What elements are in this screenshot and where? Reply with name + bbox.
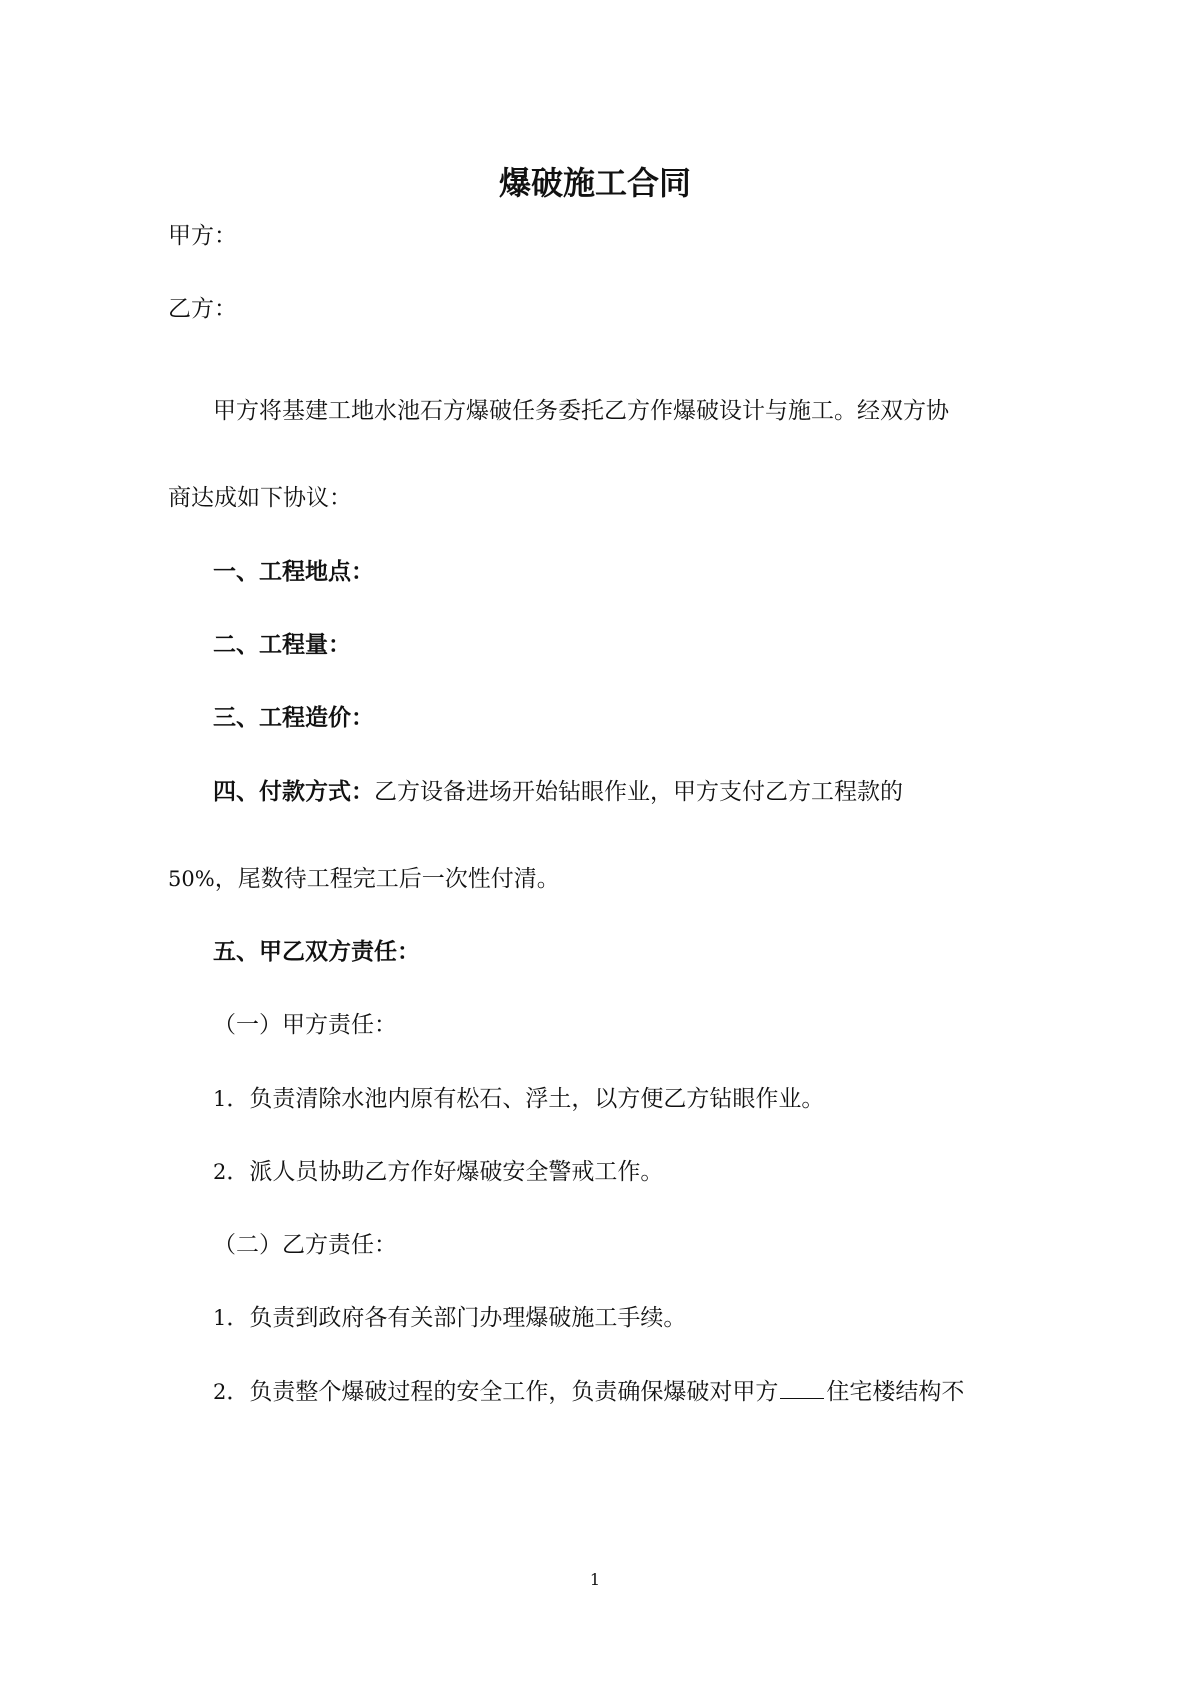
party-b-label: 乙方： <box>168 296 237 322</box>
section-1-heading: 一、工程地点： <box>213 559 374 585</box>
party-a-responsibility-heading: （一）甲方责任： <box>213 1012 397 1038</box>
party-a-label: 甲方： <box>168 223 237 249</box>
fill-in-blank <box>780 1380 824 1399</box>
section-4-line-1 <box>213 778 903 806</box>
item-number: 2 <box>213 1380 227 1404</box>
document-title: 爆破施工合同 <box>498 164 691 202</box>
section-4-text: 乙方设备进场开始钻眼作业，甲方支付乙方工程款的 <box>374 779 903 805</box>
item-number: 1 <box>213 1306 227 1330</box>
item-text-after-blank: 住宅楼结构不 <box>826 1379 965 1405</box>
item-text: ．派人员协助乙方作好爆破安全警戒工作。 <box>226 1159 664 1185</box>
section-2-heading: 二、工程量： <box>213 632 351 658</box>
section-3-heading: 三、工程造价： <box>213 705 374 731</box>
page-number: 1 <box>589 1570 601 1589</box>
section-4-line-2 <box>168 865 560 893</box>
party-b-item-1 <box>213 1304 686 1332</box>
item-text: ．负责整个爆破过程的安全工作，负责确保爆破对甲方 <box>226 1379 779 1405</box>
section-4-remainder: ，尾数待工程完工后一次性付清。 <box>214 866 560 892</box>
item-text: ．负责清除水池内原有松石、浮土，以方便乙方钻眼作业。 <box>226 1086 825 1112</box>
intro-paragraph-line-2: 商达成如下协议： <box>168 485 352 511</box>
party-a-item-2 <box>213 1158 663 1186</box>
party-a-item-1 <box>213 1085 824 1113</box>
section-4-percent: 50% <box>168 867 215 891</box>
item-number: 2 <box>213 1160 227 1184</box>
item-text: ．负责到政府各有关部门办理爆破施工手续。 <box>226 1305 687 1331</box>
party-b-item-2 <box>213 1378 964 1406</box>
item-number: 1 <box>213 1087 227 1111</box>
section-4-heading: 四、付款方式： <box>213 779 374 805</box>
section-5-heading: 五、甲乙双方责任： <box>213 939 420 965</box>
intro-paragraph-line-1: 甲方将基建工地水池石方爆破任务委托乙方作爆破设计与施工。经双方协 <box>213 398 949 424</box>
party-b-responsibility-heading: （二）乙方责任： <box>213 1232 397 1258</box>
